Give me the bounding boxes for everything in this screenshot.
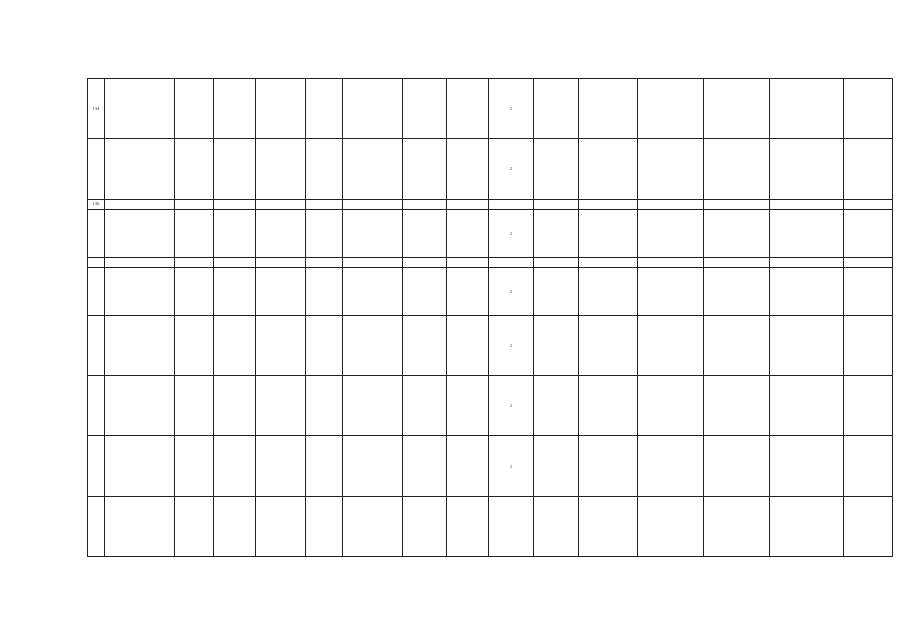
- land-category: [579, 268, 638, 315]
- construction-type: [403, 199, 447, 210]
- structure-description: [343, 376, 403, 436]
- sides-count: 2: [489, 139, 534, 199]
- structure-description: [343, 496, 403, 556]
- coordinate-y: [214, 79, 256, 139]
- land-category: [579, 139, 638, 199]
- sides-count: [489, 199, 534, 210]
- cadastral-note: [638, 268, 704, 315]
- location-address: [105, 496, 175, 556]
- location-address: [105, 210, 175, 257]
- cadastral-note: [844, 376, 893, 436]
- cadastral-note: [704, 315, 770, 375]
- coordinate-y: [214, 315, 256, 375]
- display-area: [534, 436, 579, 496]
- street-name: [256, 210, 306, 257]
- structure-code: [306, 210, 343, 257]
- coordinate-x: [175, 199, 214, 210]
- cadastral-note: [704, 79, 770, 139]
- sides-count: 2: [489, 376, 534, 436]
- dimensions: [447, 139, 489, 199]
- table-row: [88, 210, 893, 257]
- cadastral-note: [638, 79, 704, 139]
- construction-type: [403, 376, 447, 436]
- location-address: [105, 376, 175, 436]
- cadastral-note: [770, 139, 844, 199]
- location-address: [105, 199, 175, 210]
- dimensions: [447, 199, 489, 210]
- structure-code: [306, 436, 343, 496]
- cadastral-note: [704, 376, 770, 436]
- structure-description: [343, 139, 403, 199]
- table-row: [88, 268, 893, 315]
- coordinate-x: [175, 315, 214, 375]
- cadastral-note: [638, 139, 704, 199]
- structure-description: [343, 436, 403, 496]
- land-category: [579, 199, 638, 210]
- land-category: [579, 496, 638, 556]
- cadastral-note: [770, 496, 844, 556]
- location-address: [105, 436, 175, 496]
- structure-description: [343, 257, 403, 268]
- coordinate-y: [214, 436, 256, 496]
- structure-code: [306, 496, 343, 556]
- cadastral-note: [770, 79, 844, 139]
- display-area: [534, 199, 579, 210]
- cadastral-note: [704, 199, 770, 210]
- display-area: [534, 496, 579, 556]
- cadastral-note: [638, 376, 704, 436]
- location-address: [105, 139, 175, 199]
- cadastral-note: [770, 268, 844, 315]
- advertising-structures-table: [87, 78, 893, 557]
- sides-count: 2: [489, 268, 534, 315]
- coordinate-y: [214, 257, 256, 268]
- display-area: [534, 79, 579, 139]
- dimensions: [447, 257, 489, 268]
- dimensions: [447, 210, 489, 257]
- street-name: [256, 436, 306, 496]
- construction-type: [403, 210, 447, 257]
- construction-type: [403, 79, 447, 139]
- coordinate-x: [175, 376, 214, 436]
- location-address: [105, 79, 175, 139]
- construction-type: [403, 496, 447, 556]
- location-address: [105, 315, 175, 375]
- street-name: [256, 257, 306, 268]
- land-category: [579, 79, 638, 139]
- construction-type: [403, 139, 447, 199]
- dimensions: [447, 315, 489, 375]
- coordinate-y: [214, 376, 256, 436]
- coordinate-x: [175, 496, 214, 556]
- structure-code: [306, 315, 343, 375]
- cadastral-note: [704, 496, 770, 556]
- cadastral-note: [638, 315, 704, 375]
- cadastral-note: [770, 199, 844, 210]
- structure-description: [343, 79, 403, 139]
- street-name: [256, 268, 306, 315]
- table-row: [88, 436, 893, 496]
- construction-type: [403, 268, 447, 315]
- street-name: [256, 199, 306, 210]
- dimensions: [447, 376, 489, 436]
- coordinate-y: [214, 199, 256, 210]
- row-number: [88, 268, 105, 315]
- cadastral-note: [844, 199, 893, 210]
- street-name: [256, 376, 306, 436]
- cadastral-note: [770, 376, 844, 436]
- coordinate-x: [175, 268, 214, 315]
- land-category: [579, 376, 638, 436]
- coordinate-y: [214, 496, 256, 556]
- structure-code: [306, 376, 343, 436]
- coordinate-x: [175, 79, 214, 139]
- land-category: [579, 210, 638, 257]
- cadastral-note: [704, 139, 770, 199]
- table-row: [88, 199, 893, 210]
- coordinate-y: [214, 268, 256, 315]
- display-area: [534, 315, 579, 375]
- coordinate-x: [175, 210, 214, 257]
- construction-type: [403, 436, 447, 496]
- cadastral-note: [844, 139, 893, 199]
- structure-code: [306, 79, 343, 139]
- sides-count: 2: [489, 79, 534, 139]
- coordinate-y: [214, 139, 256, 199]
- street-name: [256, 315, 306, 375]
- row-number: [88, 436, 105, 496]
- construction-type: [403, 315, 447, 375]
- structure-description: [343, 315, 403, 375]
- table-body: [88, 79, 893, 557]
- sides-count: 2: [489, 315, 534, 375]
- cadastral-note: [844, 496, 893, 556]
- structure-code: [306, 268, 343, 315]
- table-row: [88, 257, 893, 268]
- cadastral-note: [704, 268, 770, 315]
- display-area: [534, 139, 579, 199]
- land-category: [579, 315, 638, 375]
- cadastral-note: [638, 496, 704, 556]
- row-number: 136: [88, 199, 105, 210]
- cadastral-note: [844, 210, 893, 257]
- row-number: [88, 210, 105, 257]
- dimensions: [447, 268, 489, 315]
- row-number: 134: [88, 79, 105, 139]
- display-area: [534, 376, 579, 436]
- cadastral-note: [704, 257, 770, 268]
- cadastral-note: [770, 436, 844, 496]
- structure-code: [306, 199, 343, 210]
- cadastral-note: [770, 315, 844, 375]
- location-address: [105, 257, 175, 268]
- cadastral-note: [704, 210, 770, 257]
- dimensions: [447, 436, 489, 496]
- row-number: [88, 139, 105, 199]
- cadastral-note: [770, 210, 844, 257]
- sides-count: [489, 257, 534, 268]
- coordinate-x: [175, 436, 214, 496]
- dimensions: [447, 79, 489, 139]
- row-number: [88, 376, 105, 436]
- display-area: [534, 268, 579, 315]
- coordinate-y: [214, 210, 256, 257]
- cadastral-note: [638, 257, 704, 268]
- structure-description: [343, 268, 403, 315]
- cadastral-note: [638, 199, 704, 210]
- land-category: [579, 436, 638, 496]
- structure-description: [343, 210, 403, 257]
- sides-count: [489, 496, 534, 556]
- coordinate-x: [175, 139, 214, 199]
- sides-count: 2: [489, 210, 534, 257]
- land-category: [579, 257, 638, 268]
- cadastral-note: [844, 79, 893, 139]
- street-name: [256, 496, 306, 556]
- cadastral-note: [844, 315, 893, 375]
- cadastral-note: [638, 210, 704, 257]
- street-name: [256, 139, 306, 199]
- construction-type: [403, 257, 447, 268]
- display-area: [534, 210, 579, 257]
- cadastral-note: [638, 436, 704, 496]
- cadastral-note: [770, 257, 844, 268]
- cadastral-note: [844, 268, 893, 315]
- table-row: [88, 496, 893, 556]
- table-row: [88, 139, 893, 199]
- display-area: [534, 257, 579, 268]
- coordinate-x: [175, 257, 214, 268]
- table-row: [88, 79, 893, 139]
- street-name: [256, 79, 306, 139]
- table-row: [88, 376, 893, 436]
- structure-code: [306, 139, 343, 199]
- cadastral-note: [844, 257, 893, 268]
- dimensions: [447, 496, 489, 556]
- structure-description: [343, 199, 403, 210]
- cadastral-note: [844, 436, 893, 496]
- location-address: [105, 268, 175, 315]
- row-number: [88, 496, 105, 556]
- cadastral-note: [704, 436, 770, 496]
- row-number: [88, 257, 105, 268]
- sides-count: 2: [489, 436, 534, 496]
- structure-code: [306, 257, 343, 268]
- row-number: [88, 315, 105, 375]
- table-row: [88, 315, 893, 375]
